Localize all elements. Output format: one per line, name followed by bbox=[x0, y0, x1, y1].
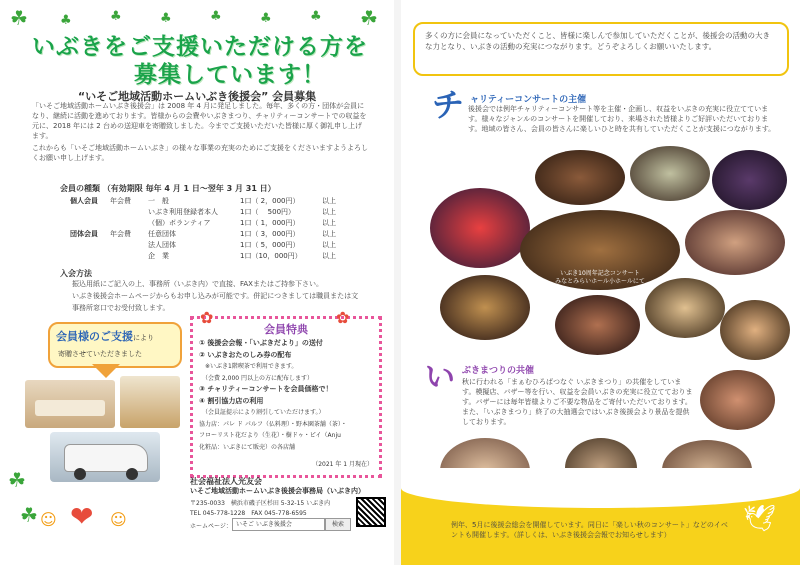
clover-icon: ☘ bbox=[8, 468, 26, 492]
intro-paragraph: 「いそご地域活動ホームいぶき後援会」は 2008 年 4 月に発足しました。毎年、多くの方・団体が会員になり、継続に活動を進めております。皆様からの会費やいぶきまつり、チャリティーコンサートでの収益を元に、2018 年には 2 台めの送迎車を寄贈致しました。今までご支援いただいた皆様に厚く御礼申し上げます。 bbox=[32, 102, 367, 140]
org-office: いそご地域活動ホームいぶき後援会事務局（いぶき内） bbox=[190, 487, 365, 495]
membership-period: 会員の種類 （有効期限 毎年 4 月 1 日～翌年 3 月 31 日） bbox=[60, 184, 276, 193]
charity-title: ャリティーコンサートの主催 bbox=[470, 95, 587, 105]
support-suffix: により bbox=[133, 334, 154, 342]
festival-photo bbox=[700, 370, 775, 430]
benefits-title: 会員特典 bbox=[264, 323, 308, 336]
concert-caption-2: みなとみらいホール小ホールにて bbox=[555, 278, 645, 285]
sofa-photo bbox=[25, 380, 115, 428]
clover-icon: ♣ bbox=[160, 11, 172, 26]
membership-name: 企 業 bbox=[148, 252, 169, 260]
benefit-item: （会員証提示により割引していただけます。） bbox=[199, 409, 325, 416]
charity-initial: チ bbox=[432, 86, 465, 124]
stage-photo bbox=[720, 300, 790, 360]
stage-photo bbox=[645, 278, 725, 338]
membership-name: 任意団体 bbox=[148, 230, 176, 238]
tulip-icon: ✿ bbox=[336, 308, 350, 327]
concert-caption-1: いぶき10周年記念コンサート bbox=[560, 270, 640, 277]
clover-icon: ☘ bbox=[360, 6, 378, 30]
support-callout bbox=[48, 322, 182, 368]
membership-name: 法人団体 bbox=[148, 241, 176, 249]
intro-box-text: 多くの方に会員になっていただくこと、皆様に楽しんで参加していただくことが、後援会の活動の大きな力となり、いぶきの活動の充実につながります。どうぞよろしくお願いいたします。 bbox=[425, 31, 770, 51]
clover-icon: ♣ bbox=[310, 9, 322, 24]
arrow-down-icon bbox=[92, 364, 120, 378]
benefit-item: ③ チャリティーコンサートを会員価格で！ bbox=[199, 385, 333, 393]
clover-icon: ☘ bbox=[20, 503, 38, 527]
footer-text: 例年、5月に後援会総会を開催しています。同日に「楽しい秋のコンサート」などのイベントも開催します。（詳しくは、いぶき後援会会報でお知らせします） bbox=[451, 521, 728, 539]
intro-paragraph-2: これからも「いそご地域活動ホームいぶき」の様々な事業の充実のためにご支援をくださいますようよろしくお願い申し上げます。 bbox=[32, 144, 368, 162]
festival-initial: い bbox=[425, 360, 455, 395]
left-page bbox=[0, 0, 394, 565]
van-photo bbox=[50, 432, 160, 482]
benefits-box bbox=[190, 316, 382, 478]
org-address: 〒235-0033 横浜市磯子区杉田 5-32-15 いぶき内 bbox=[190, 500, 331, 507]
tulip-icon: ✿ bbox=[200, 308, 214, 327]
benefits-date: （2021 年 1 月現在） bbox=[312, 461, 373, 468]
membership-category: 個人会員 bbox=[70, 197, 98, 205]
membership-suffix: 以上 bbox=[322, 252, 336, 260]
join-text-1: 振込用紙にご記入の上、事務所（いぶき内）で直接、FAXまたはご持参下さい。 bbox=[72, 280, 323, 288]
benefit-item: ※いぶき1階喫茶で利用できます。 bbox=[199, 363, 298, 370]
membership-fee-type: 年会費 bbox=[110, 230, 131, 238]
benefit-item: フローリスト花だより（生花）・樹ドゥ・ピイ（Anju bbox=[199, 432, 341, 439]
membership-suffix: 以上 bbox=[322, 241, 336, 249]
heart-icon: ❤ bbox=[70, 500, 94, 533]
clover-icon: ♣ bbox=[260, 11, 272, 26]
charity-text: 後援会では例年チャリティーコンサート等を主催・企画し、収益をいぶきの充実に役立てています。様々なジャンルのコンサートを開催しており、来場された皆様よりご好評いただいております。地域の皆さん、会員の皆さんに楽しいひと時を共有していただくことが支援につながります。 bbox=[468, 105, 776, 133]
join-text-3: 事務所窓口でお受付致します。 bbox=[72, 304, 170, 312]
clover-icon: ☘ bbox=[10, 6, 28, 30]
benefits-list bbox=[199, 338, 377, 453]
membership-suffix: 以上 bbox=[322, 219, 336, 227]
support-text: 寄贈させていただきました bbox=[58, 350, 142, 358]
clover-icon: ♣ bbox=[110, 9, 122, 24]
membership-name: （個）ボランティア bbox=[148, 219, 211, 227]
benefit-item: （会費 2,000 円以上の方に配布します） bbox=[199, 374, 313, 382]
benefit-item: ② いぶきおたのしみ券の配布 bbox=[199, 350, 292, 359]
dance-photo bbox=[440, 275, 530, 340]
drums-photo bbox=[555, 295, 640, 355]
qr-code-icon bbox=[356, 497, 386, 527]
festival-text: 秋に行われる「まぁむひろばつなぐ いぶきまつり」の共催をしています。模擬店、バザー等を行い、収益を会員いぶきの充実に役立てております。バザーには毎年皆様よりご不要な物品をご寄付いただいております。また、「いぶきまつり」終了の大抽選会ではいぶき後援会より景品を提供しております。 bbox=[462, 378, 693, 426]
membership-table bbox=[70, 196, 360, 266]
intro-box bbox=[413, 22, 789, 76]
concert-photo bbox=[630, 146, 710, 201]
person-icon: ☺ bbox=[40, 510, 57, 529]
membership-suffix: 以上 bbox=[322, 230, 336, 238]
benefit-item: 化粧品：いぶきにて販売）の各店舗 bbox=[199, 443, 296, 451]
benefit-item: ④ 割引協力店の利用 bbox=[199, 396, 264, 405]
search-button[interactable]: 検索 bbox=[325, 518, 351, 531]
benefit-item: 協力店：パレ ド パルフ（仏料理）・野本園茶舗（茶）・ bbox=[199, 420, 347, 428]
room-photo bbox=[120, 376, 180, 428]
festival-title: ぶきまつりの共催 bbox=[462, 366, 535, 376]
membership-amount: 1口（ 5，000円） bbox=[240, 241, 300, 249]
org-contact: TEL 045-778-1228 FAX 045-778-6595 bbox=[190, 510, 307, 517]
clover-icon: ♣ bbox=[210, 9, 222, 24]
recruit-subtitle: “いそご地域活動ホームいぶき後援会” 会員募集 bbox=[77, 90, 317, 103]
concert-photo bbox=[535, 150, 625, 205]
choir-photo bbox=[685, 210, 785, 275]
support-title: 会員様のご支援 bbox=[56, 330, 133, 343]
headline-line1: いぶきをご支援いただける方を bbox=[32, 34, 368, 60]
membership-category: 団体会員 bbox=[70, 230, 98, 238]
concert-photo bbox=[712, 150, 787, 210]
membership-fee-type: 年会費 bbox=[110, 197, 131, 205]
headline-line2: 募集しています！ bbox=[134, 62, 326, 88]
membership-amount: 1口（10，000円） bbox=[240, 252, 302, 260]
membership-suffix: 以上 bbox=[322, 197, 336, 205]
membership-amount: 1口（ 500円） bbox=[240, 208, 296, 216]
membership-amount: 1口（ 3，000円） bbox=[240, 230, 300, 238]
join-method-title: 入会方法 bbox=[60, 269, 92, 278]
orchestra-photo bbox=[520, 210, 680, 290]
footer-band bbox=[401, 488, 800, 565]
benefit-item: ① 後援会会報・「いぶきだより」の送付 bbox=[199, 339, 323, 347]
membership-name: いぶき利用登録者本人 bbox=[148, 208, 218, 216]
person-icon: ☺ bbox=[110, 510, 127, 529]
org-name: 社会福祉法人光友会 bbox=[190, 477, 262, 486]
membership-amount: 1口（ 2，000円） bbox=[240, 197, 300, 205]
singer-photo bbox=[430, 188, 530, 268]
membership-name: 一 般 bbox=[148, 197, 169, 205]
clover-icon: ♣ bbox=[60, 13, 72, 28]
membership-amount: 1口（ 1，000円） bbox=[240, 219, 300, 227]
membership-suffix: 以上 bbox=[322, 208, 336, 216]
homepage-label: ホームページ： bbox=[190, 523, 232, 530]
join-text-2: いぶき後援会ホームページからもお申し込みが可能です。併記につきましては職員または文 bbox=[72, 292, 359, 300]
bird-icon: 🕊 bbox=[743, 504, 777, 534]
homepage-search-input[interactable]: いそご いぶき後援会 bbox=[232, 518, 325, 531]
page-gutter bbox=[394, 0, 401, 565]
